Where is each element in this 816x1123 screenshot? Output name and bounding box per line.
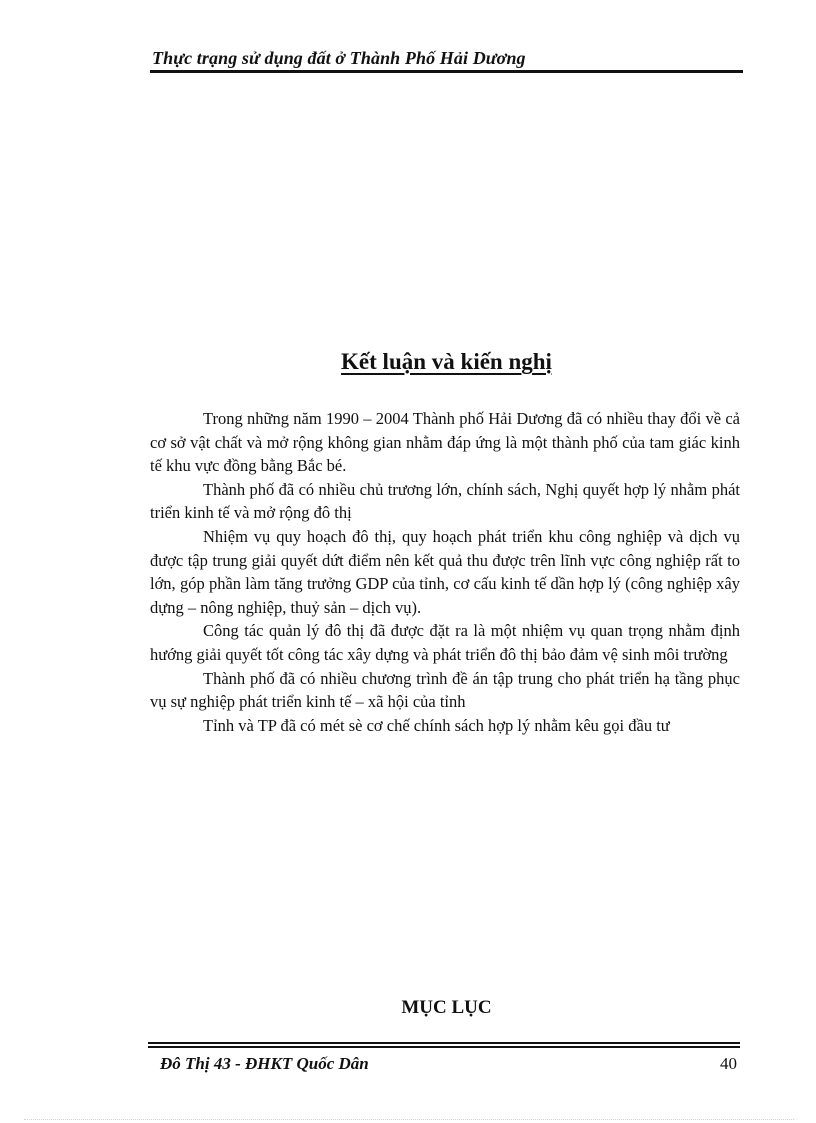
paragraph: Thành phố đã có nhiều chủ trương lớn, chính sách, Nghị quyết hợp lý nhằm phát triển kinh tế và mở rộng đô thị xyxy=(150,479,740,523)
page-bottom-divider xyxy=(24,1119,794,1120)
section-heading: Kết luận và kiến nghị xyxy=(341,349,552,374)
running-footer: Đô Thị 43 - ĐHKT Quốc Dân xyxy=(160,1054,369,1073)
paragraph: Thành phố đã có nhiều chương trình đề án tập trung cho phát triển hạ tầng phục vụ sự nghiệp phát triển kinh tế – xã hội của tỉnh xyxy=(150,668,740,712)
paragraph: Nhiệm vụ quy hoạch đô thị, quy hoạch phát triển khu công nghiệp và dịch vụ được tập trung giải quyết dứt điểm nên kết quả thu được trên lĩnh vực công nghiệp rất to lớn, góp phần làm tăng trưởng GDP của tỉnh, cơ cấu kinh tế dần hợp lý (công nghiệp xây dựng – nông nghiệp, thuỷ sản – dịch vụ). xyxy=(150,526,740,617)
toc-heading: MỤC LỤC xyxy=(401,997,492,1018)
body-text xyxy=(150,407,740,737)
paragraph: Trong những năm 1990 – 2004 Thành phố Hải Dương đã có nhiều thay đổi về cả cơ sở vật chất và mở rộng không gian nhằm đáp ứng là một thành phố của tam giác kinh tế khu vực đồng bằng Bắc bé. xyxy=(150,409,740,476)
running-header: Thực trạng sử dụng đất ở Thành Phố Hải Dương xyxy=(152,48,526,68)
paragraph: Công tác quản lý đô thị đã được đặt ra là một nhiệm vụ quan trọng nhằm định hướng giải quyết tốt công tác xây dựng và phát triển đô thị bảo đảm vệ sinh môi trường xyxy=(150,621,740,664)
page-number: 40 xyxy=(720,1054,737,1073)
paragraph: Tỉnh và TP đã có mét sè cơ chế chính sách hợp lý nhằm kêu gọi đầu tư xyxy=(203,715,670,735)
header-rule xyxy=(150,70,743,73)
footer-rule xyxy=(148,1042,740,1048)
